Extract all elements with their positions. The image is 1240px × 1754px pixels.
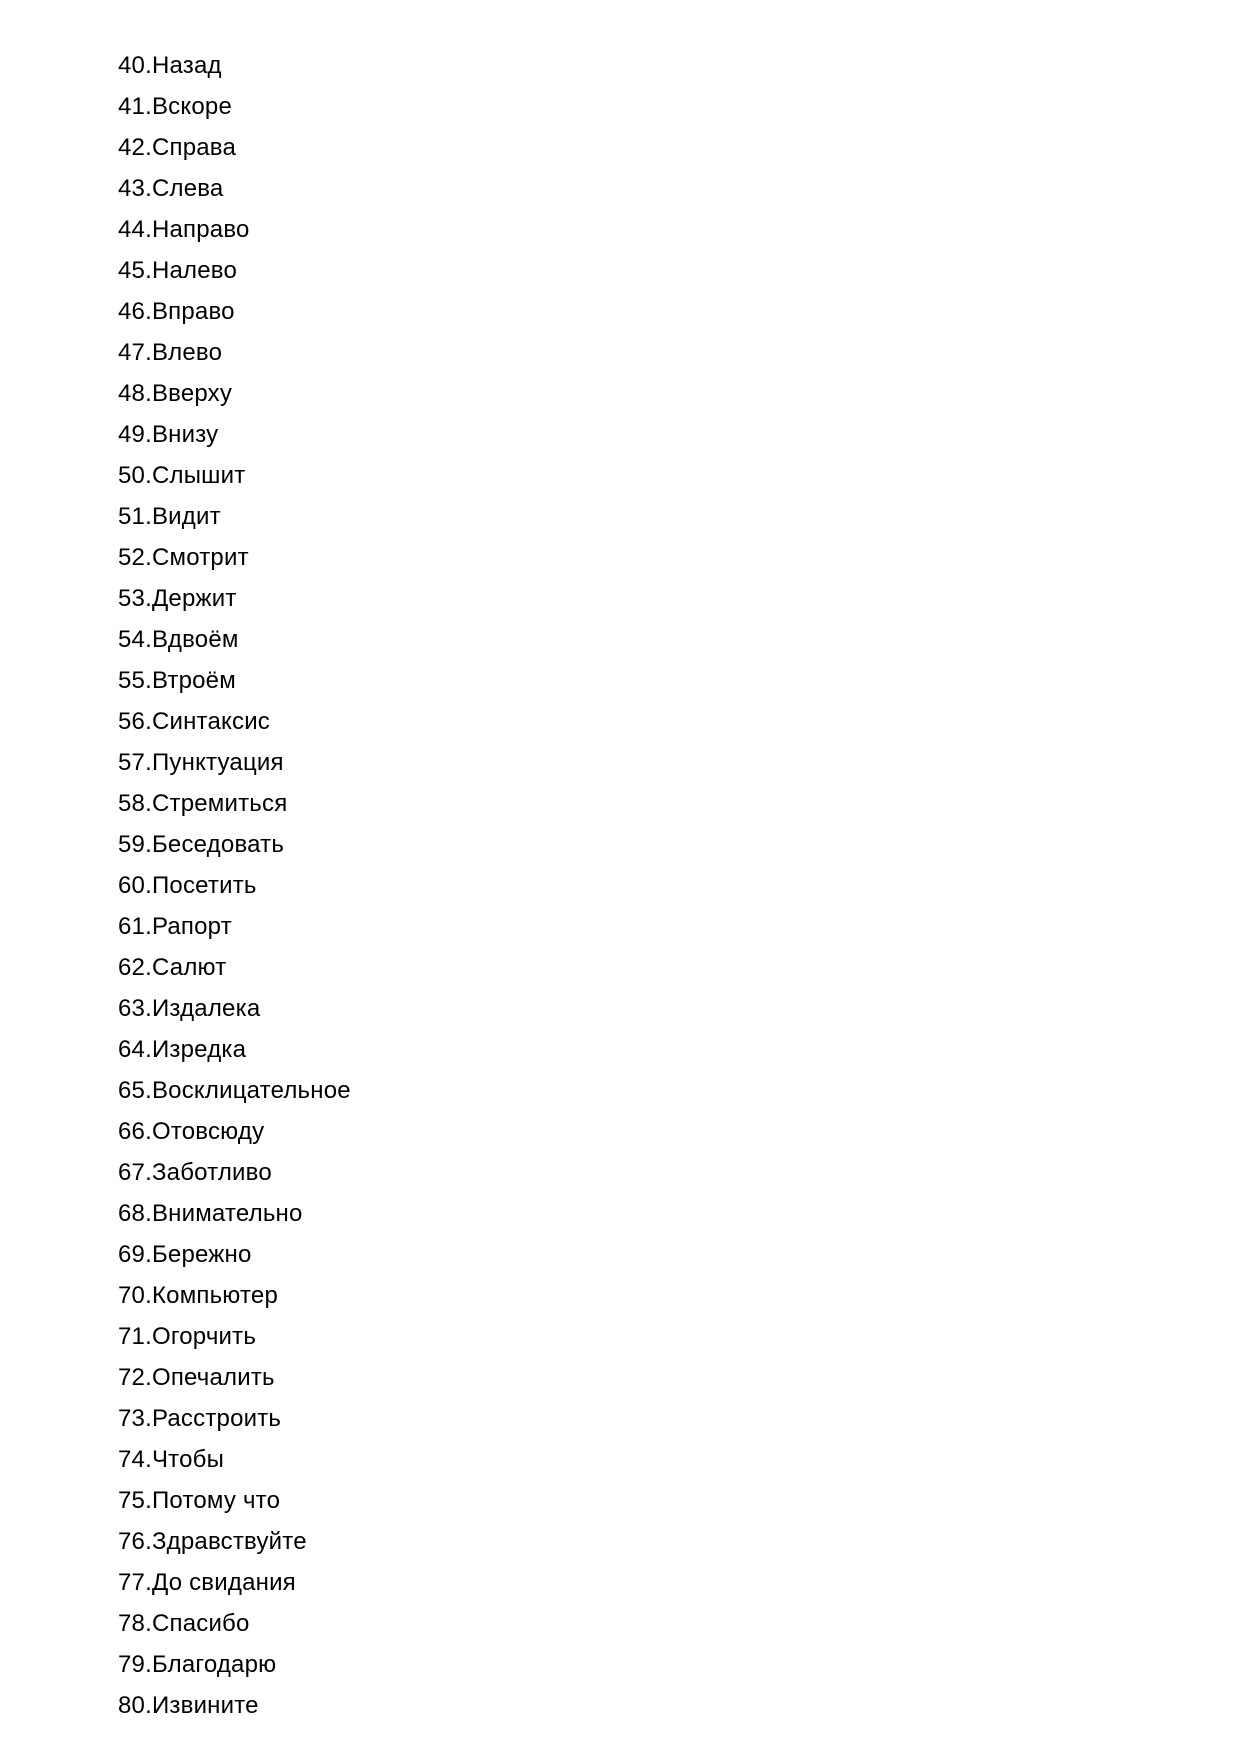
item-number: 55.	[118, 667, 152, 694]
list-item	[118, 1111, 351, 1152]
item-word: Внимательно	[151, 1200, 303, 1227]
list-item	[118, 619, 351, 660]
item-number: 65.	[118, 1077, 152, 1104]
list-item	[118, 45, 351, 86]
item-word: Вскоре	[151, 93, 232, 120]
list-item	[118, 455, 351, 496]
item-word: Спасибо	[151, 1610, 250, 1637]
item-number: 54.	[118, 626, 152, 653]
item-number: 42.	[118, 134, 152, 161]
list-item	[118, 1398, 351, 1439]
item-number: 63.	[118, 995, 152, 1022]
item-number: 47.	[118, 339, 152, 366]
item-word: Слева	[151, 175, 224, 202]
item-word: Справа	[151, 134, 237, 161]
item-word: Чтобы	[151, 1446, 225, 1473]
item-word: Смотрит	[151, 544, 249, 571]
item-number: 53.	[118, 585, 152, 612]
list-item	[118, 865, 351, 906]
item-number: 59.	[118, 831, 152, 858]
item-word: Вверху	[151, 380, 233, 407]
list-item	[118, 824, 351, 865]
list-item	[118, 988, 351, 1029]
list-item	[118, 1685, 351, 1726]
item-number: 66.	[118, 1118, 152, 1145]
item-word: Пунктуация	[151, 749, 284, 776]
list-item	[118, 1480, 351, 1521]
list-item	[118, 1152, 351, 1193]
list-item	[118, 1521, 351, 1562]
item-number: 46.	[118, 298, 152, 325]
list-item	[118, 1234, 351, 1275]
item-number: 58.	[118, 790, 152, 817]
item-word: Изредка	[151, 1036, 247, 1063]
item-number: 60.	[118, 872, 152, 899]
item-word: Бережно	[151, 1241, 252, 1268]
list-item	[118, 1644, 351, 1685]
list-item	[118, 86, 351, 127]
list-item	[118, 250, 351, 291]
item-word: Салют	[151, 954, 227, 981]
item-number: 69.	[118, 1241, 152, 1268]
item-number: 76.	[118, 1528, 152, 1555]
item-word: До свидания	[151, 1569, 296, 1596]
item-word: Компьютер	[151, 1282, 278, 1309]
item-number: 56.	[118, 708, 152, 735]
item-word: Втроём	[151, 667, 236, 694]
list-item	[118, 578, 351, 619]
list-item	[118, 1562, 351, 1603]
item-word: Вправо	[151, 298, 235, 325]
item-number: 74.	[118, 1446, 152, 1473]
item-word: Беседовать	[151, 831, 285, 858]
list-item	[118, 947, 351, 988]
item-word: Заботливо	[151, 1159, 272, 1186]
list-item	[118, 414, 351, 455]
item-word: Налево	[151, 257, 238, 284]
list-item	[118, 373, 351, 414]
item-word: Опечалить	[151, 1364, 275, 1391]
item-number: 43.	[118, 175, 152, 202]
item-number: 75.	[118, 1487, 152, 1514]
item-number: 64.	[118, 1036, 152, 1063]
list-item	[118, 496, 351, 537]
item-number: 48.	[118, 380, 152, 407]
list-item	[118, 1439, 351, 1480]
item-word: Восклицательное	[151, 1077, 351, 1104]
item-word: Посетить	[151, 872, 257, 899]
item-word: Внизу	[151, 421, 219, 448]
list-item	[118, 1070, 351, 1111]
item-number: 57.	[118, 749, 152, 776]
item-word: Назад	[151, 52, 222, 79]
item-number: 68.	[118, 1200, 152, 1227]
item-word: Потому что	[151, 1487, 281, 1514]
item-word: Рапорт	[151, 913, 232, 940]
item-number: 62.	[118, 954, 152, 981]
item-word: Огорчить	[151, 1323, 257, 1350]
item-word: Издалека	[151, 995, 261, 1022]
item-word: Отовсюду	[151, 1118, 265, 1145]
item-word: Вдвоём	[151, 626, 239, 653]
item-word: Синтаксис	[151, 708, 271, 735]
item-word: Направо	[151, 216, 250, 243]
item-word: Извините	[151, 1692, 259, 1719]
list-item	[118, 742, 351, 783]
item-number: 72.	[118, 1364, 152, 1391]
item-number: 77.	[118, 1569, 152, 1596]
list-item	[118, 537, 351, 578]
item-word: Держит	[151, 585, 237, 612]
item-number: 71.	[118, 1323, 152, 1350]
item-number: 73.	[118, 1405, 152, 1432]
item-word: Видит	[151, 503, 221, 530]
list-item	[118, 1603, 351, 1644]
item-word: Стремиться	[151, 790, 288, 817]
list-item	[118, 127, 351, 168]
item-number: 79.	[118, 1651, 152, 1678]
list-item	[118, 1193, 351, 1234]
item-number: 80.	[118, 1692, 152, 1719]
item-word: Здравствуйте	[151, 1528, 307, 1555]
list-item	[118, 701, 351, 742]
item-word: Благодарю	[151, 1651, 277, 1678]
item-number: 41.	[118, 93, 152, 120]
list-item	[118, 1316, 351, 1357]
list-item	[118, 291, 351, 332]
item-word: Расстроить	[151, 1405, 282, 1432]
list-item	[118, 783, 351, 824]
item-number: 51.	[118, 503, 152, 530]
item-word: Влево	[151, 339, 223, 366]
item-number: 49.	[118, 421, 152, 448]
item-number: 44.	[118, 216, 152, 243]
list-item	[118, 1029, 351, 1070]
item-number: 70.	[118, 1282, 152, 1309]
list-item	[118, 168, 351, 209]
item-number: 45.	[118, 257, 152, 284]
item-number: 50.	[118, 462, 152, 489]
list-item	[118, 906, 351, 947]
item-number: 78.	[118, 1610, 152, 1637]
list-item	[118, 1275, 351, 1316]
list-item	[118, 332, 351, 373]
list-item	[118, 209, 351, 250]
item-word: Слышит	[151, 462, 246, 489]
item-number: 67.	[118, 1159, 152, 1186]
list-item	[118, 660, 351, 701]
item-number: 61.	[118, 913, 152, 940]
item-number: 52.	[118, 544, 152, 571]
word-list	[118, 45, 351, 1726]
list-item	[118, 1357, 351, 1398]
item-number: 40.	[118, 52, 152, 79]
